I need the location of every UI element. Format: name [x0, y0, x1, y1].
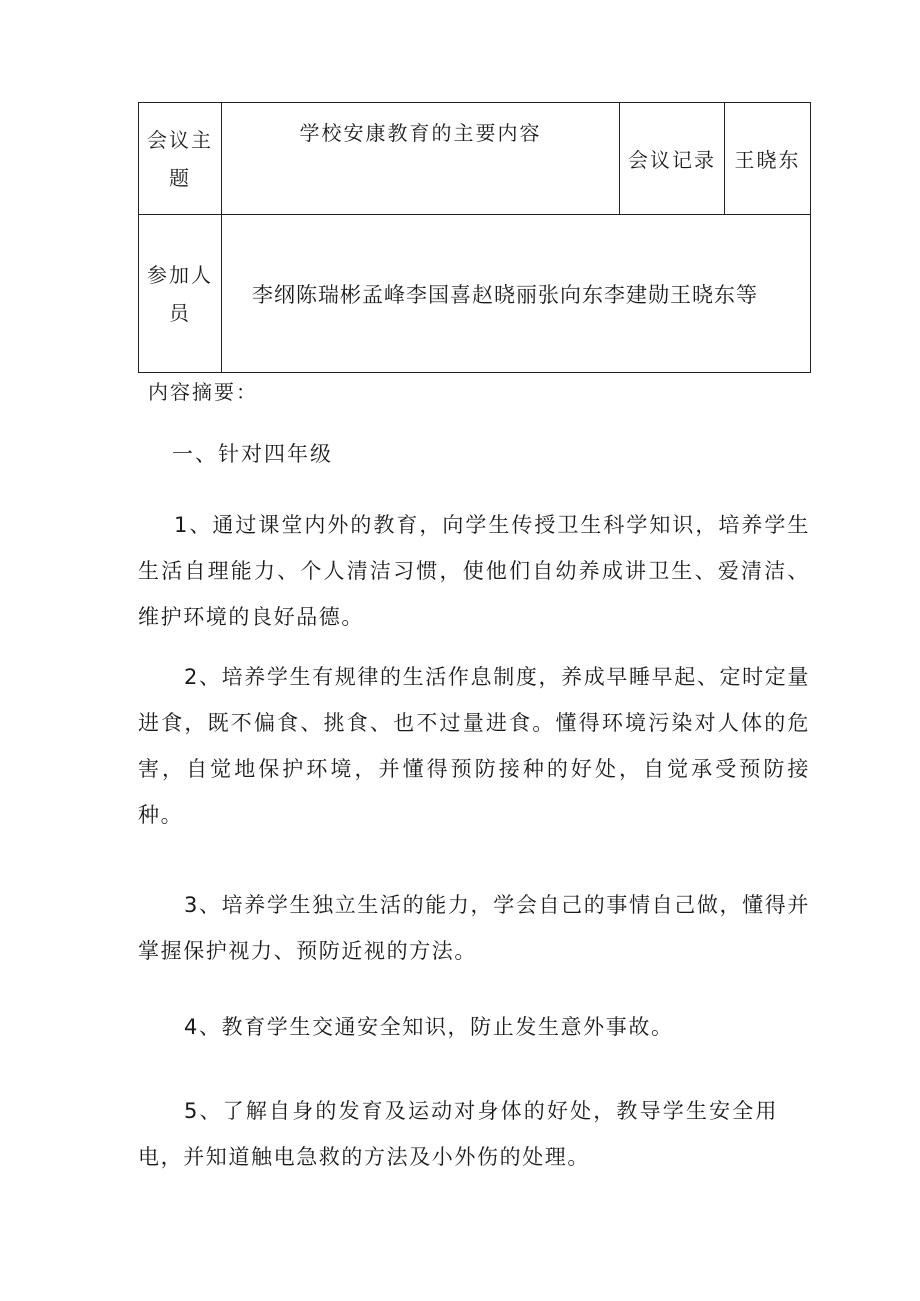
section-title: 一、针对四年级 [172, 442, 333, 466]
topic-value: 学校安康教育的主要内容 [222, 103, 620, 215]
paragraph-2: 2、培养学生有规律的生活作息制度，养成早睡早起、定时定量进食，既不偏食、挑食、也不过量进食。懂得环境污染对人体的危害，自觉地保护环境，并懂得预防接种的好处，自觉承受预防接种。 [138, 665, 810, 827]
recorder-value: 王晓东 [725, 103, 811, 215]
paragraph-3: 3、培养学生独立生活的能力，学会自己的事情自己做，懂得并掌握保护视力、预防近视的方法。 [138, 893, 810, 963]
topic-label: 会议主题 [139, 103, 222, 215]
meeting-info-table [138, 102, 811, 373]
paragraph-5: 5、了解自身的发育及运动对身体的好处，教导学生安全用电，并知道触电急救的方法及小外伤的处理。 [138, 1099, 778, 1169]
summary-label: 内容摘要： [148, 380, 258, 404]
recorder-label: 会议记录 [620, 103, 725, 215]
attendees-label: 参加人员 [139, 215, 222, 373]
topic-row [139, 103, 811, 215]
attendees-row [139, 215, 811, 373]
attendees-value: 李纲陈瑞彬孟峰李国喜赵晓丽张向东李建勋王晓东等 [222, 215, 811, 373]
paragraph-1: 1、通过课堂内外的教育，向学生传授卫生科学知识，培养学生生活自理能力、个人清洁习惯，使他们自幼养成讲卫生、爱清洁、维护环境的良好品德。 [138, 513, 810, 629]
paragraph-4: 4、教育学生交通安全知识，防止发生意外事故。 [184, 1015, 674, 1039]
